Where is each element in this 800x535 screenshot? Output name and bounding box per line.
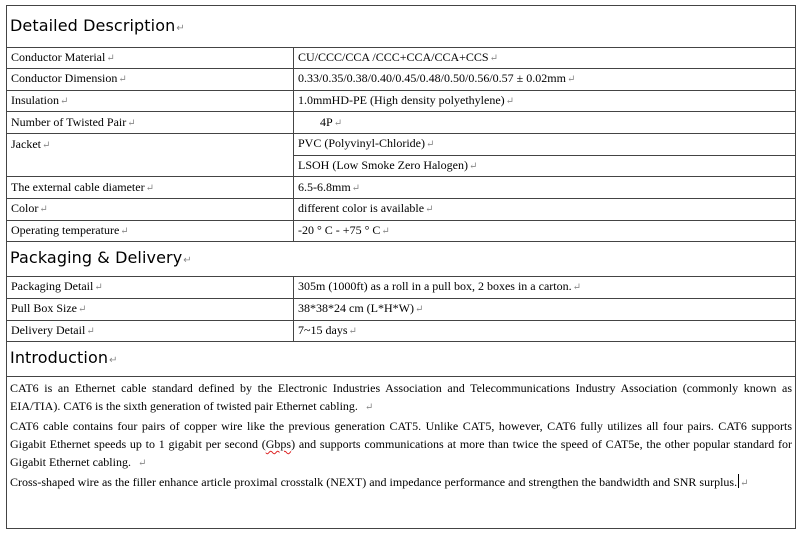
introduction-body[interactable]	[7, 376, 796, 528]
spec-value: LSOH (Low Smoke Zero Halogen)↵	[294, 155, 796, 177]
spec-label: Conductor Dimension↵	[7, 68, 294, 90]
intro-paragraph-2: CAT6 cable contains four pairs of copper wire like the previous generation CAT5. Unlike CAT5, however, CAT6 fully utilizes all four pairs. CAT6 supports Gigabit Ethernet speeds up to 1 gigabit per second (Gbps) and supports communications at more than twice the speed of CAT5e, the other popular standard for Gigabit Ethernet cabling. ↵	[10, 418, 793, 469]
spec-label: Jacket↵	[7, 133, 294, 176]
table-row	[7, 277, 796, 299]
spec-label: Number of Twisted Pair↵	[7, 112, 294, 134]
table-row	[7, 90, 796, 112]
table-row	[7, 68, 796, 90]
table-row	[7, 298, 796, 320]
table-row	[7, 177, 796, 199]
spec-label: Operating temperature↵	[7, 220, 294, 242]
spec-value: -20 ° C - +75 ° C↵	[294, 220, 796, 242]
table-row	[7, 133, 796, 155]
table-row	[7, 199, 796, 221]
table-row	[7, 112, 796, 134]
spec-value: 4P↵	[294, 112, 796, 134]
packaging-label: Pull Box Size↵	[7, 298, 294, 320]
spec-value: 0.33/0.35/0.38/0.40/0.45/0.48/0.50/0.56/0.57 ± 0.02mm↵	[294, 68, 796, 90]
introduction-heading: Introduction↵	[7, 342, 796, 377]
spellcheck-word: Gbps	[265, 436, 292, 451]
packaging-label: Delivery Detail↵	[7, 320, 294, 342]
spec-label: The external cable diameter↵	[7, 177, 294, 199]
table-row	[7, 320, 796, 342]
intro-paragraph-1: CAT6 is an Ethernet cable standard defined by the Electronic Industries Association and Telecommunications Industry Association (commonly known as EIA/TIA). CAT6 is the sixth generation of twisted pair Ethernet cabling. ↵	[10, 380, 793, 413]
packaging-delivery-heading: Packaging & Delivery↵	[7, 242, 796, 277]
table-row	[7, 48, 796, 69]
spec-value: 6.5-6.8mm↵	[294, 177, 796, 199]
spec-label: Conductor Material↵	[7, 48, 294, 69]
spec-value: PVC (Polyvinyl-Chloride)↵	[294, 133, 796, 155]
packaging-value: 38*38*24 cm (L*H*W)↵	[294, 298, 796, 320]
spec-value: CU/CCC/CCA /CCC+CCA/CCA+CCS↵	[294, 48, 796, 69]
table-row	[7, 220, 796, 242]
detailed-description-heading: Detailed Description↵	[7, 6, 796, 48]
spec-label: Insulation↵	[7, 90, 294, 112]
spec-value: different color is available↵	[294, 199, 796, 221]
packaging-value: 7~15 days↵	[294, 320, 796, 342]
spec-value: 1.0mmHD-PE (High density polyethylene)↵	[294, 90, 796, 112]
spec-label: Color↵	[7, 199, 294, 221]
packaging-label: Packaging Detail↵	[7, 277, 294, 299]
packaging-value: 305m (1000ft) as a roll in a pull box, 2 boxes in a carton.↵	[294, 277, 796, 299]
text-cursor	[738, 474, 739, 488]
intro-paragraph-3: Cross-shaped wire as the filler enhance article proximal crosstalk (NEXT) and impedance performance and strengthen the bandwidth and SNR surplus. ↵	[10, 474, 749, 489]
product-spec-table	[6, 5, 796, 529]
